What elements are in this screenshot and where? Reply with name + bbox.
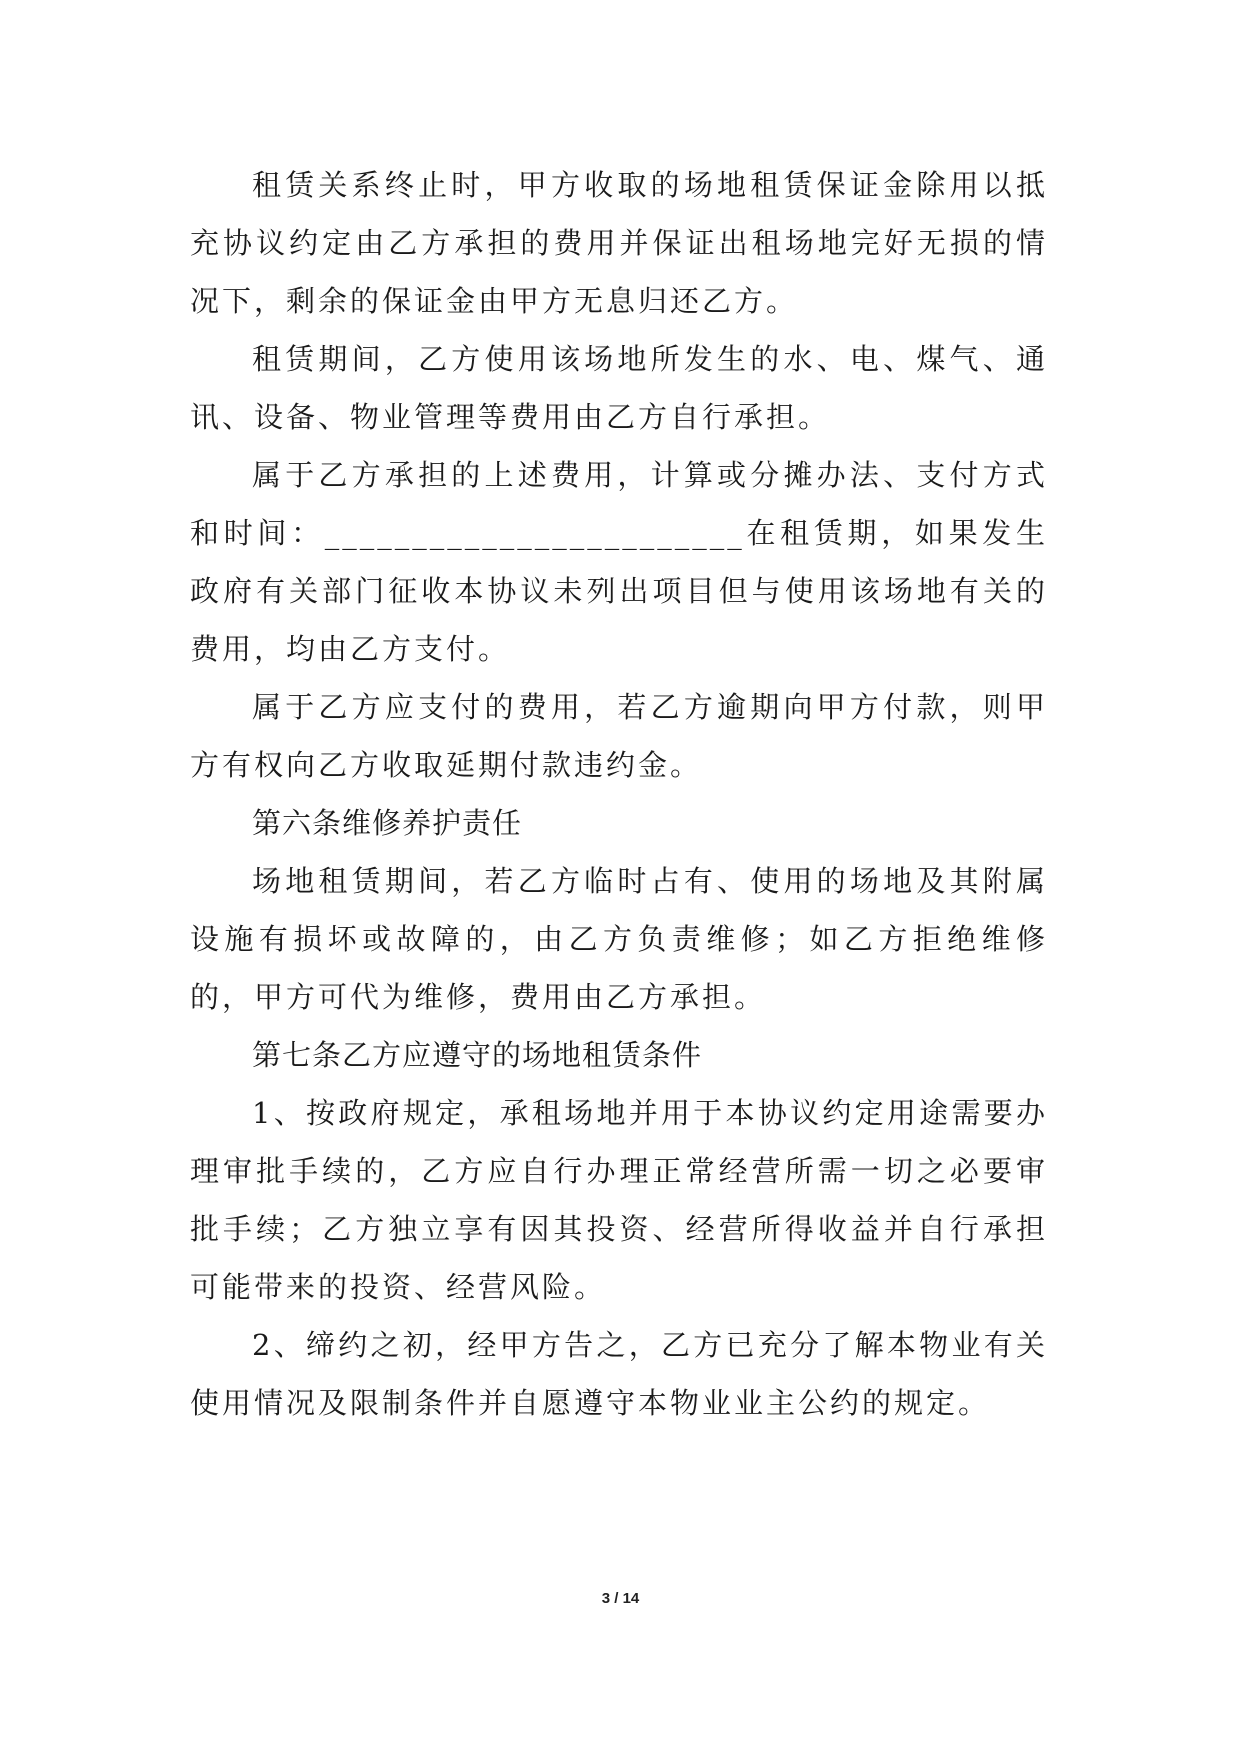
paragraph-late-payment: 属于乙方应支付的费用，若乙方逾期向甲方付款，则甲方有权向乙方收取延期付款违约金。 [190, 690, 1048, 782]
article-heading-6: 第六条维修养护责任 [252, 806, 523, 840]
paragraph-usage-restrictions: 2、缔约之初，经甲方告之，乙方已充分了解本物业有关使用情况及限制条件并自愿遵守本物业业主公约的规定。 [190, 1328, 1048, 1420]
page-number: 3 / 14 [601, 1590, 640, 1607]
paragraph-fee-allocation: 属于乙方承担的上述费用，计算或分摊办法、支付方式和时间：________________________在租赁期，如果发生政府有关部门征收本协议未列出项目但与使用该场地有关的费用，均由乙方支付。 [190, 458, 1048, 666]
paragraph-utility-costs: 租赁期间，乙方使用该场地所发生的水、电、煤气、通讯、设备、物业管理等费用由乙方自行承担。 [190, 342, 1048, 434]
paragraph-maintenance: 场地租赁期间，若乙方临时占有、使用的场地及其附属设施有损坏或故障的，由乙方负责维修；如乙方拒绝维修的，甲方可代为维修，费用由乙方承担。 [190, 864, 1048, 1014]
document-body [190, 156, 1048, 1432]
paragraph-approval-procedures: 1、按政府规定，承租场地并用于本协议约定用途需要办理审批手续的，乙方应自行办理正常经营所需一切之必要审批手续；乙方独立享有因其投资、经营所得收益并自行承担可能带来的投资、经营风险。 [190, 1096, 1048, 1304]
article-heading-7: 第七条乙方应遵守的场地租赁条件 [252, 1038, 703, 1072]
paragraph-deposit-return: 租赁关系终止时，甲方收取的场地租赁保证金除用以抵充协议约定由乙方承担的费用并保证出租场地完好无损的情况下，剩余的保证金由甲方无息归还乙方。 [190, 168, 1048, 318]
